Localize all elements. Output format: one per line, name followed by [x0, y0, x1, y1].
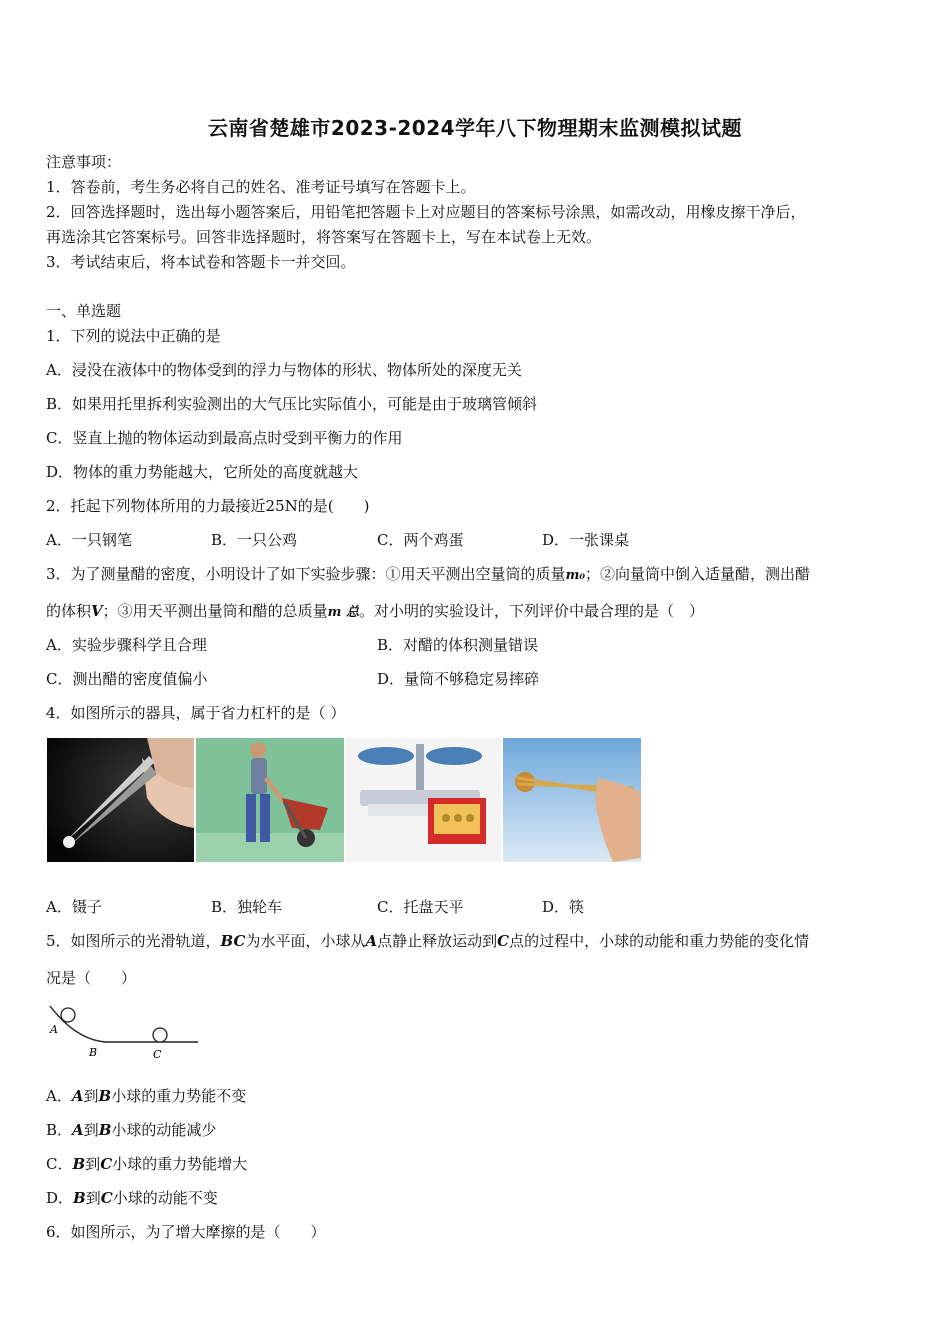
q5-option-a-text: 小球的重力势能不变	[111, 1087, 247, 1105]
question-2-option-a: A．一只钢笔	[46, 531, 132, 549]
question-1-stem: 1．下列的说法中正确的是	[46, 327, 221, 345]
q3-stem-text-e: 。对小明的实验设计，下列评价中最合理的是（ ）	[358, 602, 704, 620]
question-1-option-d: D．物体的重力势能越大，它所处的高度就越大	[46, 463, 359, 481]
question-1-option-c: C．竖直上抛的物体运动到最高点时受到平衡力的作用	[46, 429, 403, 447]
notice-item-2: 2．回答选择题时，选出每小题答案后，用铅笔把答题卡上对应题目的答案标号涂黑，如需改动，用橡皮擦干净后，	[46, 203, 806, 221]
q5-option-d-letter: D．	[46, 1189, 74, 1207]
question-4-option-c: C．托盘天平	[377, 898, 464, 916]
q3-stem-text-a: 3．为了测量醋的密度，小明设计了如下实验步骤：①用天平测出空量筒的质量	[46, 565, 566, 583]
q3-symbol-m-total: m 总	[327, 605, 359, 620]
question-2-stem: 2．托起下列物体所用的力最接近25N的是( )	[46, 497, 370, 515]
question-3-option-a: A．实验步骤科学且合理	[46, 636, 207, 654]
q5-option-b-letter: B．	[46, 1121, 73, 1139]
q3-symbol-m0: m₀	[565, 568, 586, 583]
question-6-stem: 6．如图所示，为了增大摩擦的是（ ）	[46, 1223, 326, 1241]
notice-item-2-cont: 再选涂其它答案标号。回答非选择题时，将答案写在答题卡上，写在本试卷上无效。	[46, 228, 602, 246]
q3-stem-text-b: ；②向量筒中倒入适量醋，测出醋	[585, 565, 811, 583]
q5-option-a-letter: A．	[46, 1087, 72, 1105]
q5-option-b-text: 小球的动能减少	[111, 1121, 217, 1139]
question-2-option-d: D．一张课桌	[542, 531, 630, 549]
q5-option-b-mid: 到	[83, 1121, 99, 1139]
q5-stem-text-d: 点的过程中，小球的动能和重力势能的变化情	[509, 932, 810, 950]
chopsticks-photo	[503, 738, 641, 862]
q5-symbol-a: A	[365, 932, 378, 950]
q5-option-d-mid: 到	[85, 1189, 101, 1207]
question-4-option-b: B．独轮车	[211, 898, 283, 916]
q3-stem-text-d: ；③用天平测出量筒和醋的总质量	[102, 602, 328, 620]
question-5-option-c	[46, 1154, 247, 1174]
question-1-option-b: B．如果用托里拆利实验测出的大气压比实际值小，可能是由于玻璃管倾斜	[46, 395, 538, 413]
question-4-option-a: A．镊子	[46, 898, 102, 916]
q5-option-b-from: A	[72, 1121, 84, 1139]
question-4-stem: 4．如图所示的器具，属于省力杠杆的是（ ）	[46, 704, 346, 722]
track-label-b: B	[89, 1046, 98, 1059]
q5-option-c-mid: 到	[85, 1155, 101, 1173]
q5-stem-text-a: 5．如图所示的光滑轨道，	[46, 932, 221, 950]
wheelbarrow-photo	[196, 738, 344, 862]
balance-scale-photo	[346, 738, 501, 862]
track-label-a: A	[50, 1023, 58, 1036]
question-1-option-a: A．浸没在液体中的物体受到的浮力与物体的形状、物体所处的深度无关	[46, 361, 522, 379]
track-diagram	[46, 1000, 201, 1062]
q5-option-c-from: B	[72, 1155, 86, 1173]
notice-heading: 注意事项：	[46, 153, 122, 171]
question-2-option-c: C．两个鸡蛋	[377, 531, 464, 549]
q3-symbol-v: V	[91, 602, 103, 620]
q5-symbol-bc: BC	[220, 932, 246, 950]
track-label-c: C	[153, 1048, 162, 1061]
q5-option-b-to: B	[98, 1121, 112, 1139]
q5-option-d-to: C	[100, 1189, 113, 1207]
question-5-stem-line-2: 况是（ ）	[46, 969, 137, 987]
question-3-option-b: B．对醋的体积测量错误	[377, 636, 539, 654]
q5-option-a-from: A	[71, 1087, 84, 1105]
q5-option-d-text: 小球的动能不变	[112, 1189, 218, 1207]
notice-item-3: 3．考试结束后，将本试卷和答题卡一并交回。	[46, 253, 356, 271]
question-3-stem-line-1	[46, 564, 810, 586]
question-2-option-b: B．一只公鸡	[211, 531, 298, 549]
q5-stem-text-c: 点静止释放运动到	[377, 932, 498, 950]
section-heading: 一、单选题	[46, 302, 122, 320]
notice-item-1: 1．答卷前，考生务必将自己的姓名、准考证号填写在答题卡上。	[46, 178, 476, 196]
q5-option-c-to: C	[100, 1155, 113, 1173]
q5-option-c-letter: C．	[46, 1155, 73, 1173]
question-3-option-d: D．量筒不够稳定易摔碎	[377, 670, 540, 688]
tweezers-photo	[47, 738, 194, 862]
q5-option-c-text: 小球的重力势能增大	[112, 1155, 248, 1173]
question-5-option-a	[46, 1086, 246, 1106]
q5-symbol-c: C	[497, 932, 510, 950]
question-5-stem-line-1	[46, 931, 809, 951]
question-4-option-d: D．筷	[542, 898, 585, 916]
question-5-option-b	[46, 1120, 216, 1140]
page-title: 云南省楚雄市2023-2024学年八下物理期末监测模拟试题	[207, 116, 743, 140]
q5-stem-text-b: 为水平面，小球从	[245, 932, 366, 950]
question-3-stem-line-2	[46, 601, 704, 623]
question-5-option-d	[46, 1188, 218, 1208]
question-3-option-c: C．测出醋的密度值偏小	[46, 670, 208, 688]
q5-option-d-from: B	[73, 1189, 86, 1207]
q3-stem-text-c: 的体积	[46, 602, 92, 620]
q5-option-a-mid: 到	[83, 1087, 99, 1105]
q5-option-a-to: B	[98, 1087, 112, 1105]
